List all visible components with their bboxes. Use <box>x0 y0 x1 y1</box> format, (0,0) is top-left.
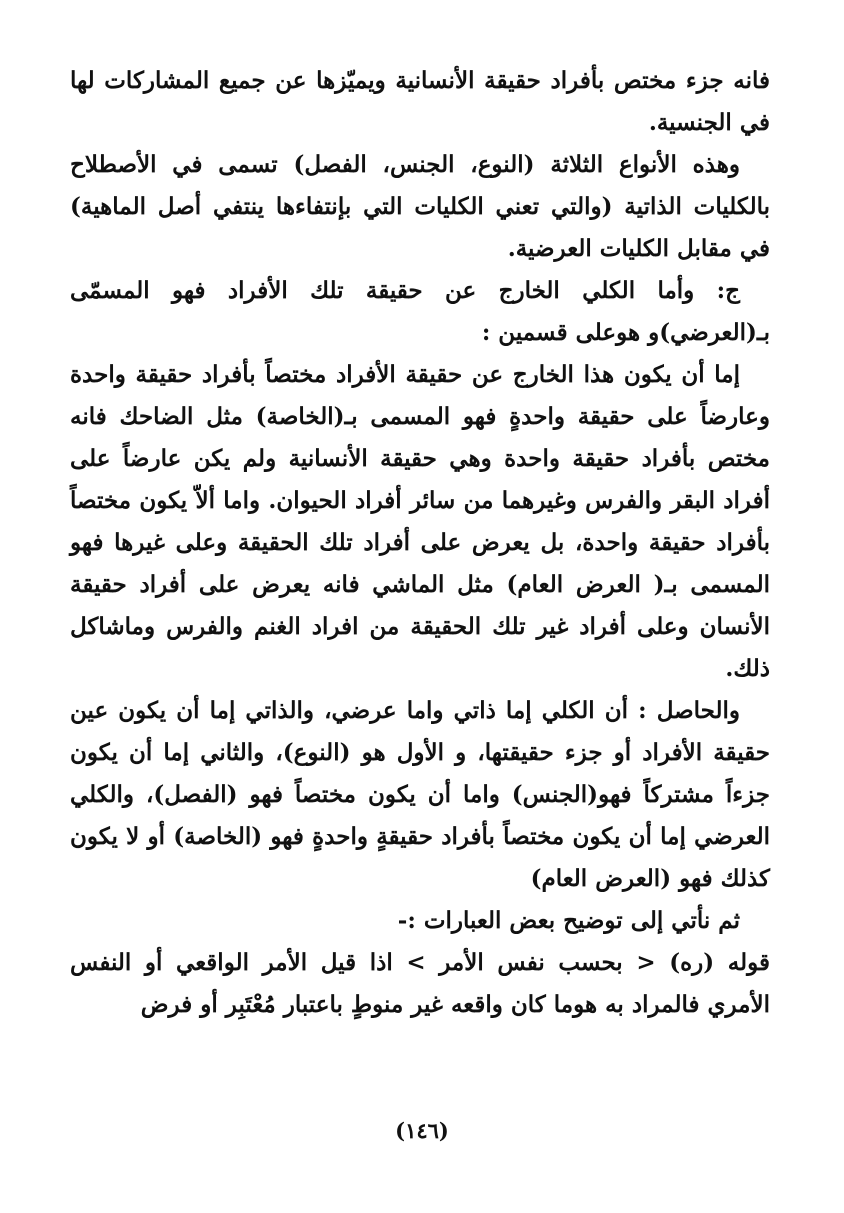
paragraph-1: فانه جزء مختص بأفراد حقيقة الأنسانية ويميّزها عن جميع المشاركات لها في الجنسية. <box>70 67 770 136</box>
paragraph-4: إما أن يكون هذا الخارج عن حقيقة الأفراد مختصاً بأفراد حقيقة واحدة وعارضاً على حقيقة واحدةٍ فهو المسمى بـ(الخاصة) مثل الضاحك فانه مختص بأفراد حقيقة واحدة وهي حقيقة الأنسانية ولم يكن عارضاً على أفراد البقر والفرس وغيرهما من سائر أفراد الحيوان. واما ألاّ يكون مختصاً بأفراد حقيقة واحدة، بل يعرض على أفراد تلك الحقيقة وعلى غيرها فهو المسمى بـ( العرض العام) مثل الماشي فانه يعرض على أفراد حقيقة الأنسان وعلى أفراد غير تلك الحقيقة من افراد الغنم والفرس وماشاكل ذلك. <box>70 361 770 682</box>
page-body <box>70 60 770 1026</box>
page-number: (١٤٦) <box>395 1118 449 1143</box>
paragraph-3: ج: وأما الكلي الخارج عن حقيقة تلك الأفراد فهو المسمّى بـ(العرضي)و هوعلى قسمين : <box>70 277 770 346</box>
paragraph-2: وهذه الأنواع الثلاثة (النوع، الجنس، الفصل) تسمى في الأصطلاح بالكليات الذاتية (والتي تعني الكليات التي بإنتفاءها ينتفي أصل الماهية) في مقابل الكليات العرضية. <box>70 151 770 262</box>
paragraph-7: قوله (ره) < بحسب نفس الأمر > اذا قيل الأمر الواقعي أو النفس الأمري فالمراد به هوما كان واقعه غير منوطٍ باعتبار مُعْتَبِر أو فرض <box>70 949 770 1018</box>
paragraph-5: والحاصل : أن الكلي إما ذاتي واما عرضي، والذاتي إما أن يكون عين حقيقة الأفراد أو جزء حقيقتها، و الأول هو (النوع)، والثاني إما أن يكون جزءاً مشتركاً فهو(الجنس) واما أن يكون مختصاً فهو (الفصل)، والكلي العرضي إما أن يكون مختصاً بأفراد حقيقةٍ واحدةٍ فهو (الخاصة) أو لا يكون كذلك فهو (العرض العام) <box>70 697 770 892</box>
paragraph-6: ثم نأتي إلى توضيح بعض العبارات :- <box>397 907 740 934</box>
